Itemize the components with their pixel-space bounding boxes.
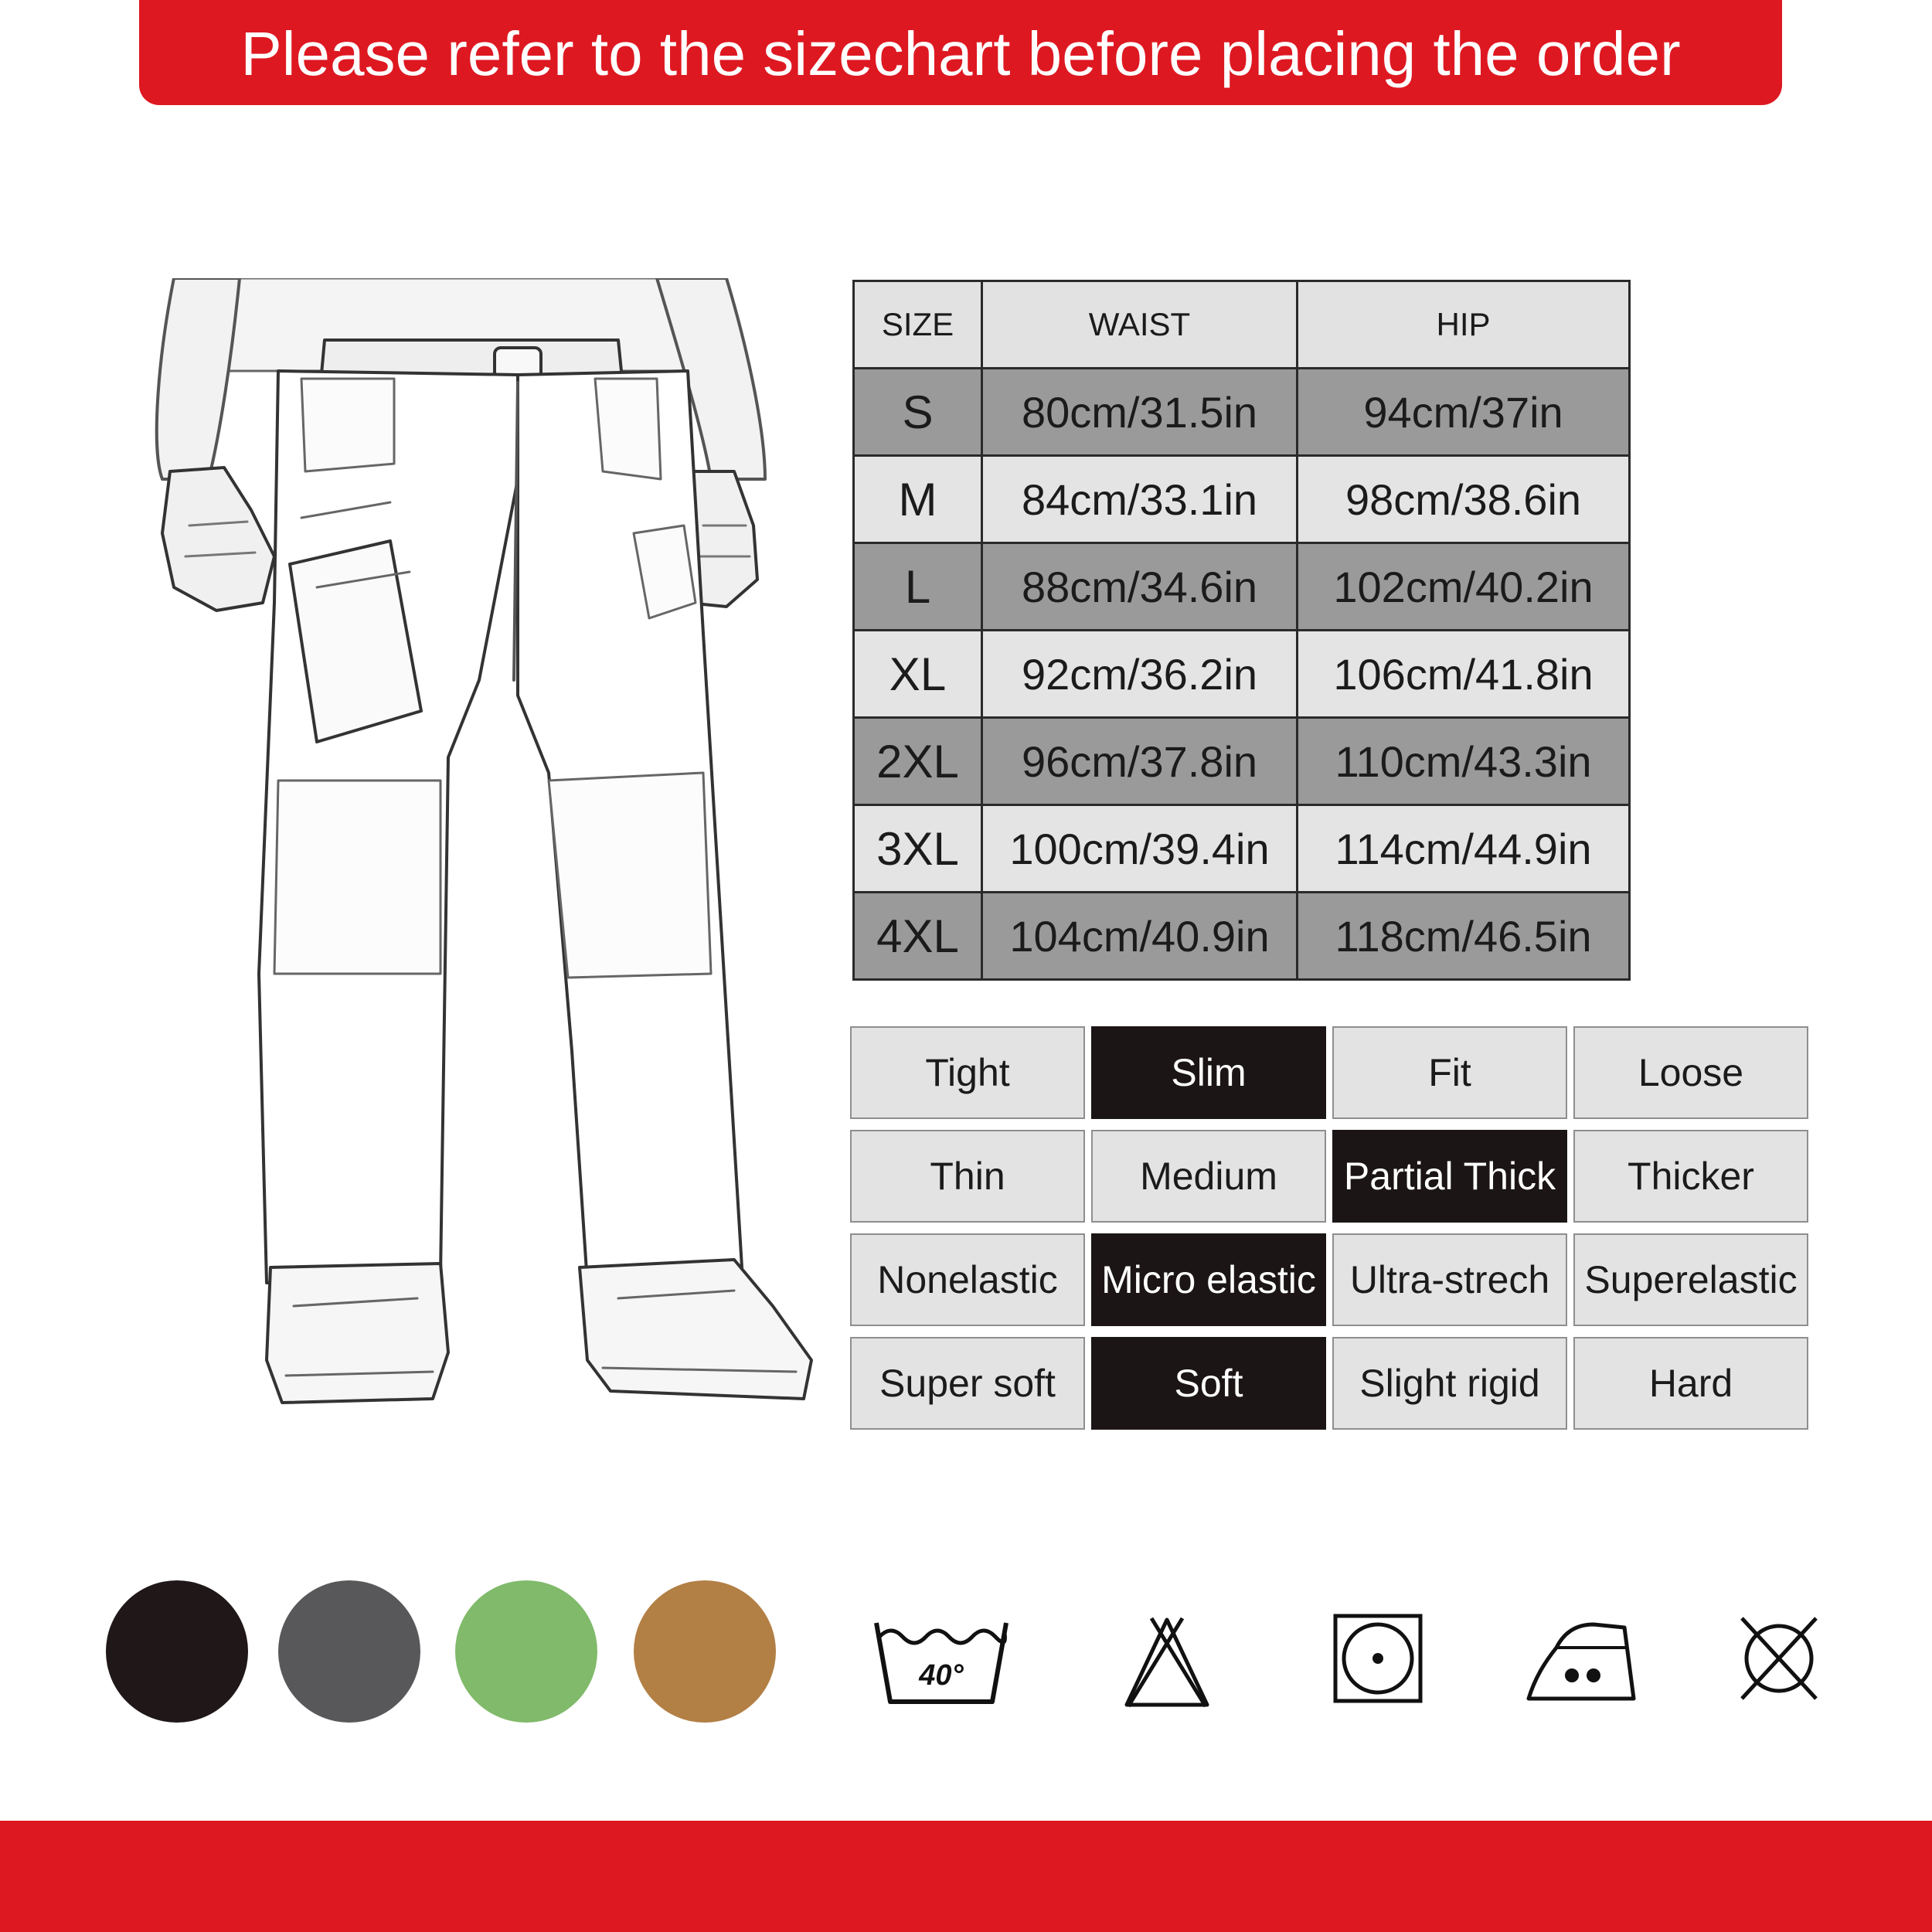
waist-cell: 96cm/37.8in xyxy=(982,718,1298,805)
header-size: SIZE xyxy=(854,281,982,369)
hip-cell: 110cm/43.3in xyxy=(1298,718,1630,805)
table-row xyxy=(854,805,1630,893)
size-chart-table xyxy=(852,280,1631,981)
hip-cell: 106cm/41.8in xyxy=(1298,631,1630,718)
fit-option: Tight xyxy=(850,1026,1085,1119)
hip-cell: 102cm/40.2in xyxy=(1298,543,1630,631)
size-cell: L xyxy=(854,543,982,631)
waist-cell: 80cm/31.5in xyxy=(982,369,1298,456)
table-row xyxy=(854,631,1630,718)
color-swatch-gray[interactable] xyxy=(278,1580,420,1723)
hip-cell: 94cm/37in xyxy=(1298,369,1630,456)
color-swatch-tan[interactable] xyxy=(634,1580,776,1723)
table-row xyxy=(854,893,1630,980)
header-hip: HIP xyxy=(1298,281,1630,369)
waist-cell: 92cm/36.2in xyxy=(982,631,1298,718)
wash-temp-label: 40° xyxy=(919,1659,964,1692)
table-row xyxy=(854,456,1630,543)
softness-option: Slight rigid xyxy=(1332,1337,1567,1430)
waist-cell: 88cm/34.6in xyxy=(982,543,1298,631)
table-row xyxy=(854,718,1630,805)
softness-option: Soft xyxy=(1091,1337,1326,1430)
fabric-attribute-grid xyxy=(850,1026,1808,1430)
hip-cell: 114cm/44.9in xyxy=(1298,805,1630,893)
elasticity-option: Micro elastic xyxy=(1091,1233,1326,1326)
waist-cell: 84cm/33.1in xyxy=(982,456,1298,543)
table-row xyxy=(854,543,1630,631)
iron-medium-icon xyxy=(1526,1614,1638,1703)
thickness-option: Medium xyxy=(1091,1130,1326,1223)
color-swatch-green[interactable] xyxy=(455,1580,597,1723)
elasticity-option: Ultra-strech xyxy=(1332,1233,1567,1326)
fit-option: Slim xyxy=(1091,1026,1326,1119)
header-waist: WAIST xyxy=(982,281,1298,369)
size-cell: S xyxy=(854,369,982,456)
size-cell: M xyxy=(854,456,982,543)
elasticity-option: Nonelastic xyxy=(850,1233,1085,1326)
wash-40-icon xyxy=(872,1614,1011,1706)
softness-option: Super soft xyxy=(850,1337,1085,1430)
elasticity-option: Superelastic xyxy=(1573,1233,1808,1326)
size-chart-header-row xyxy=(854,281,1630,369)
tumble-dry-icon xyxy=(1333,1614,1423,1703)
size-cell: 4XL xyxy=(854,893,982,980)
waist-cell: 104cm/40.9in xyxy=(982,893,1298,980)
pants-model-sketch xyxy=(116,278,827,1484)
waist-cell: 100cm/39.4in xyxy=(982,805,1298,893)
color-swatch-black[interactable] xyxy=(106,1580,248,1723)
hip-cell: 98cm/38.6in xyxy=(1298,456,1630,543)
fit-option: Loose xyxy=(1573,1026,1808,1119)
softness-option: Hard xyxy=(1573,1337,1808,1430)
hip-cell: 118cm/46.5in xyxy=(1298,893,1630,980)
thickness-option: Partial Thick xyxy=(1332,1130,1567,1223)
size-cell: XL xyxy=(854,631,982,718)
size-cell: 2XL xyxy=(854,718,982,805)
footer-bar xyxy=(0,1821,1932,1932)
no-dry-clean-icon xyxy=(1739,1614,1819,1703)
thickness-option: Thin xyxy=(850,1130,1085,1223)
size-chart-notice-banner: Please refer to the sizechart before placing the order xyxy=(139,0,1782,105)
no-bleach-icon xyxy=(1121,1614,1213,1714)
thickness-option: Thicker xyxy=(1573,1130,1808,1223)
size-cell: 3XL xyxy=(854,805,982,893)
table-row xyxy=(854,369,1630,456)
fit-option: Fit xyxy=(1332,1026,1567,1119)
